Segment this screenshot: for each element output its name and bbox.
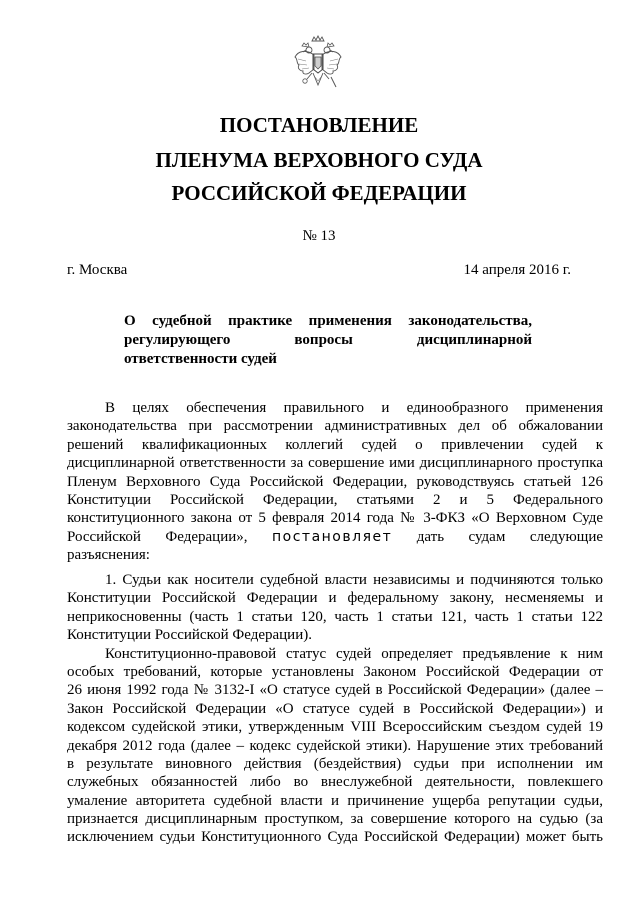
text-fragment: Российской Федерации», [67,528,272,545]
subject-line: регулирующего вопросы дисциплинарной [124,332,532,348]
subject-line: ответственности судей [124,351,277,367]
text-line: умаление авторитета судебной власти и причинение ущерба репутации судьи, [67,792,603,809]
text-line: декабря 2012 года (далее – кодекс судейской этики). Нарушение этих требований [67,737,603,754]
document-title: ПОСТАНОВЛЕНИЕ [219,113,419,137]
text-line: признается дисциплинарным проступком, за совершение которого на судью (за [67,811,603,828]
document-title-country: РОССИЙСКОЙ ФЕДЕРАЦИИ [171,181,467,205]
coat-of-arms-icon [292,35,344,93]
preamble-paragraph [67,399,603,565]
text-line: Конституции Российской Федерации и федеральному закону, несменяемы и [67,590,603,607]
text-line: 26 июня 1992 года № 3132-I «О статусе судей в Российской Федерации» (далее – [67,682,603,699]
text-line: исключением судьи Конституционного Суда Российской Федерации) может быть [67,829,603,846]
text-line: решений квалификационных коллегий судей о привлечении судей к [67,436,603,453]
text-fragment: дать судам следующие [392,528,603,545]
text-line [67,528,603,546]
resolution-keyword: постановляет [272,528,393,545]
text-line: Пленум Верховного Суда Российской Федерации, руководствуясь статьей 126 [67,473,603,490]
section-1 [67,571,603,847]
document-number: № 13 [302,228,336,244]
text-line: неприкосновенны (часть 1 статьи 120, часть 1 статьи 121, часть 1 статьи 122 [67,608,603,625]
subject-line: О судебной практике применения законодательства, [124,313,532,329]
text-line: разъяснения: [67,547,150,564]
document-city: г. Москва [67,262,128,278]
document-subject [124,312,532,369]
document-date: 14 апреля 2016 г. [463,262,571,278]
document-title-court: ПЛЕНУМА ВЕРХОВНОГО СУДА [155,148,483,172]
text-line: В целях обеспечения правильного и единообразного применения [105,400,603,416]
text-line: конституционного закона от 5 февраля 2014 года № 3-ФКЗ «О Верховном Суде [67,510,603,527]
text-line: Конституции Российской Федерации). [67,627,312,644]
text-line: служебных обязанностей либо во внеслужебной деятельности, повлекшего [67,774,603,791]
text-line: 1. Судьи как носители судебной власти независимы и подчиняются только [105,572,603,588]
text-line: законодательства при рассмотрении административных дел об обжаловании [67,418,603,435]
text-line: Конституционно-правовой статус судей определяет предъявление к ним [105,645,603,662]
text-line: дисциплинарной ответственности за совершение ими дисциплинарного проступка [67,455,603,472]
text-line: особых требований, которые установлены Законом Российской Федерации от [67,663,603,680]
text-line: Конституции Российской Федерации, статьями 2 и 5 Федерального [67,491,603,508]
text-line: в результате виновного действия (бездействия) судьи при исполнении им [67,755,603,772]
text-line: Закон Российской Федерации «О статусе судей в Российской Федерации») и [67,700,603,717]
text-line: кодексом судейской этики, утвержденным VIII Всероссийским съездом судей 19 [67,719,603,736]
